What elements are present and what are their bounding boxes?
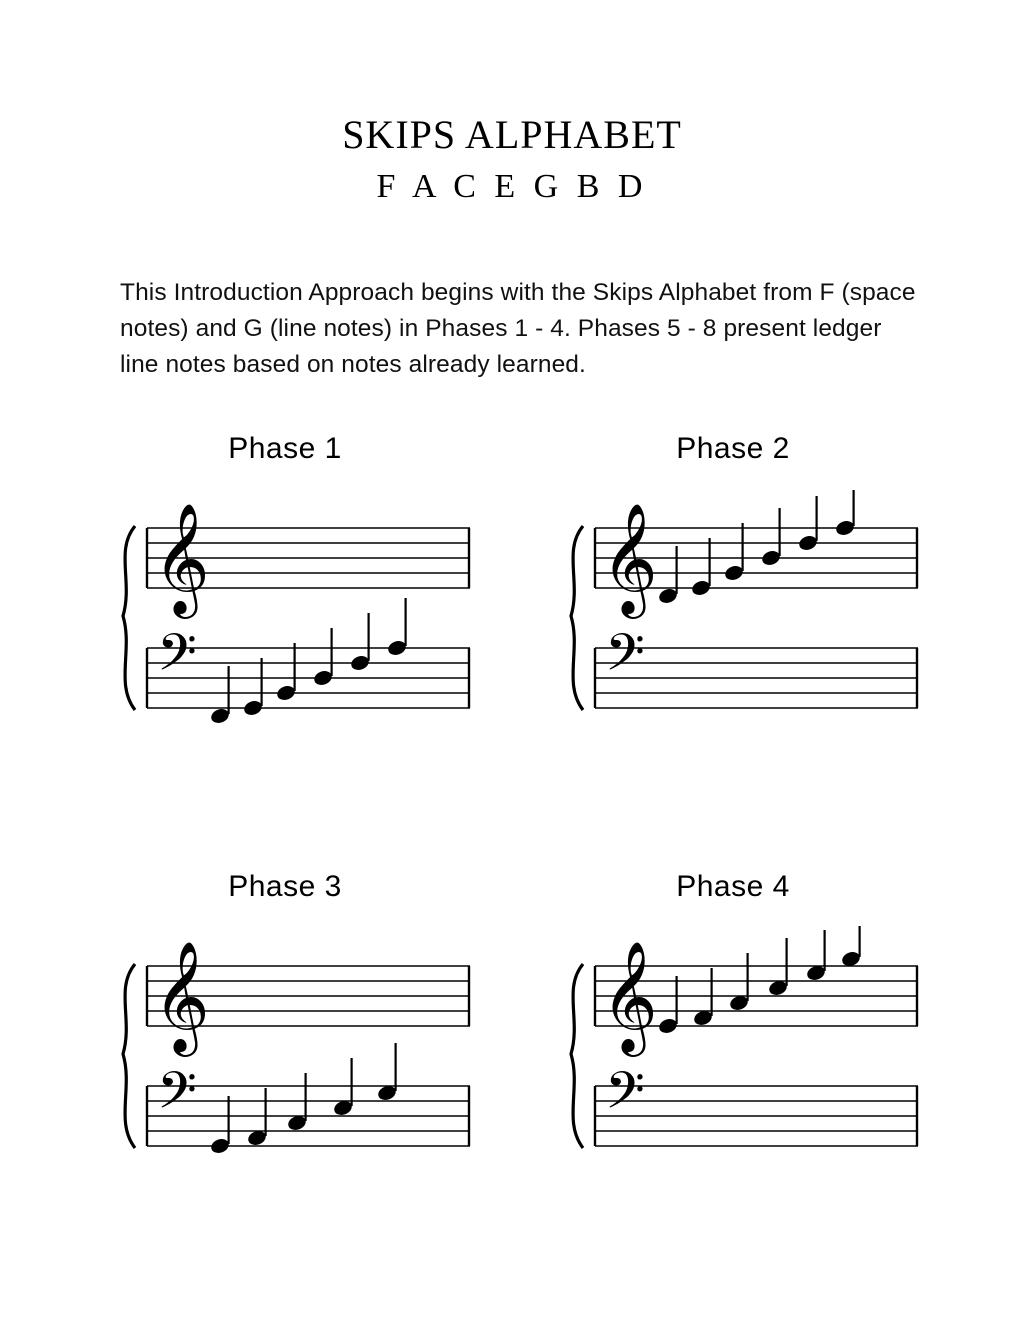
- note-group: [209, 598, 407, 723]
- brace: [123, 964, 135, 1148]
- treble-clef-icon: 𝄞: [153, 940, 210, 1052]
- bass-clef-icon: 𝄢: [157, 1060, 197, 1133]
- bass-clef-icon: 𝄢: [605, 622, 645, 695]
- phase-block-3: [85, 870, 485, 1161]
- grand-staff-2: [533, 488, 933, 723]
- brace: [571, 964, 583, 1148]
- grand-staff-1: [85, 488, 485, 723]
- brace: [571, 526, 583, 710]
- treble-clef-icon: 𝄞: [153, 502, 210, 614]
- phase-label-2: Phase 2: [676, 432, 790, 465]
- phase-block-4: [533, 870, 933, 1161]
- phase-label-4: Phase 4: [676, 870, 790, 903]
- title-block: [0, 112, 1024, 210]
- phase-block-2: [533, 432, 933, 723]
- grand-staff-3: [85, 926, 485, 1161]
- bass-clef-icon: 𝄢: [157, 622, 197, 695]
- brace: [123, 526, 135, 710]
- phase-label-1: Phase 1: [228, 432, 342, 465]
- page-title: SKIPS ALPHABET: [342, 112, 682, 157]
- page-subtitle: F A C E G B D: [376, 168, 648, 205]
- phase-label-3: Phase 3: [228, 870, 342, 903]
- intro-paragraph: This Introduction Approach begins with the Skips Alphabet from F (space notes) and G (line notes) in Phases 1 - 4. Phases 5 - 8 present ledger line notes based on notes already learned.: [120, 278, 916, 378]
- treble-clef-icon: 𝄞: [601, 940, 658, 1052]
- grand-staff-4: [533, 926, 933, 1161]
- bass-clef-icon: 𝄢: [605, 1060, 645, 1133]
- phase-block-1: [85, 432, 485, 723]
- treble-clef-icon: 𝄞: [601, 502, 658, 614]
- note-group: [209, 1043, 397, 1155]
